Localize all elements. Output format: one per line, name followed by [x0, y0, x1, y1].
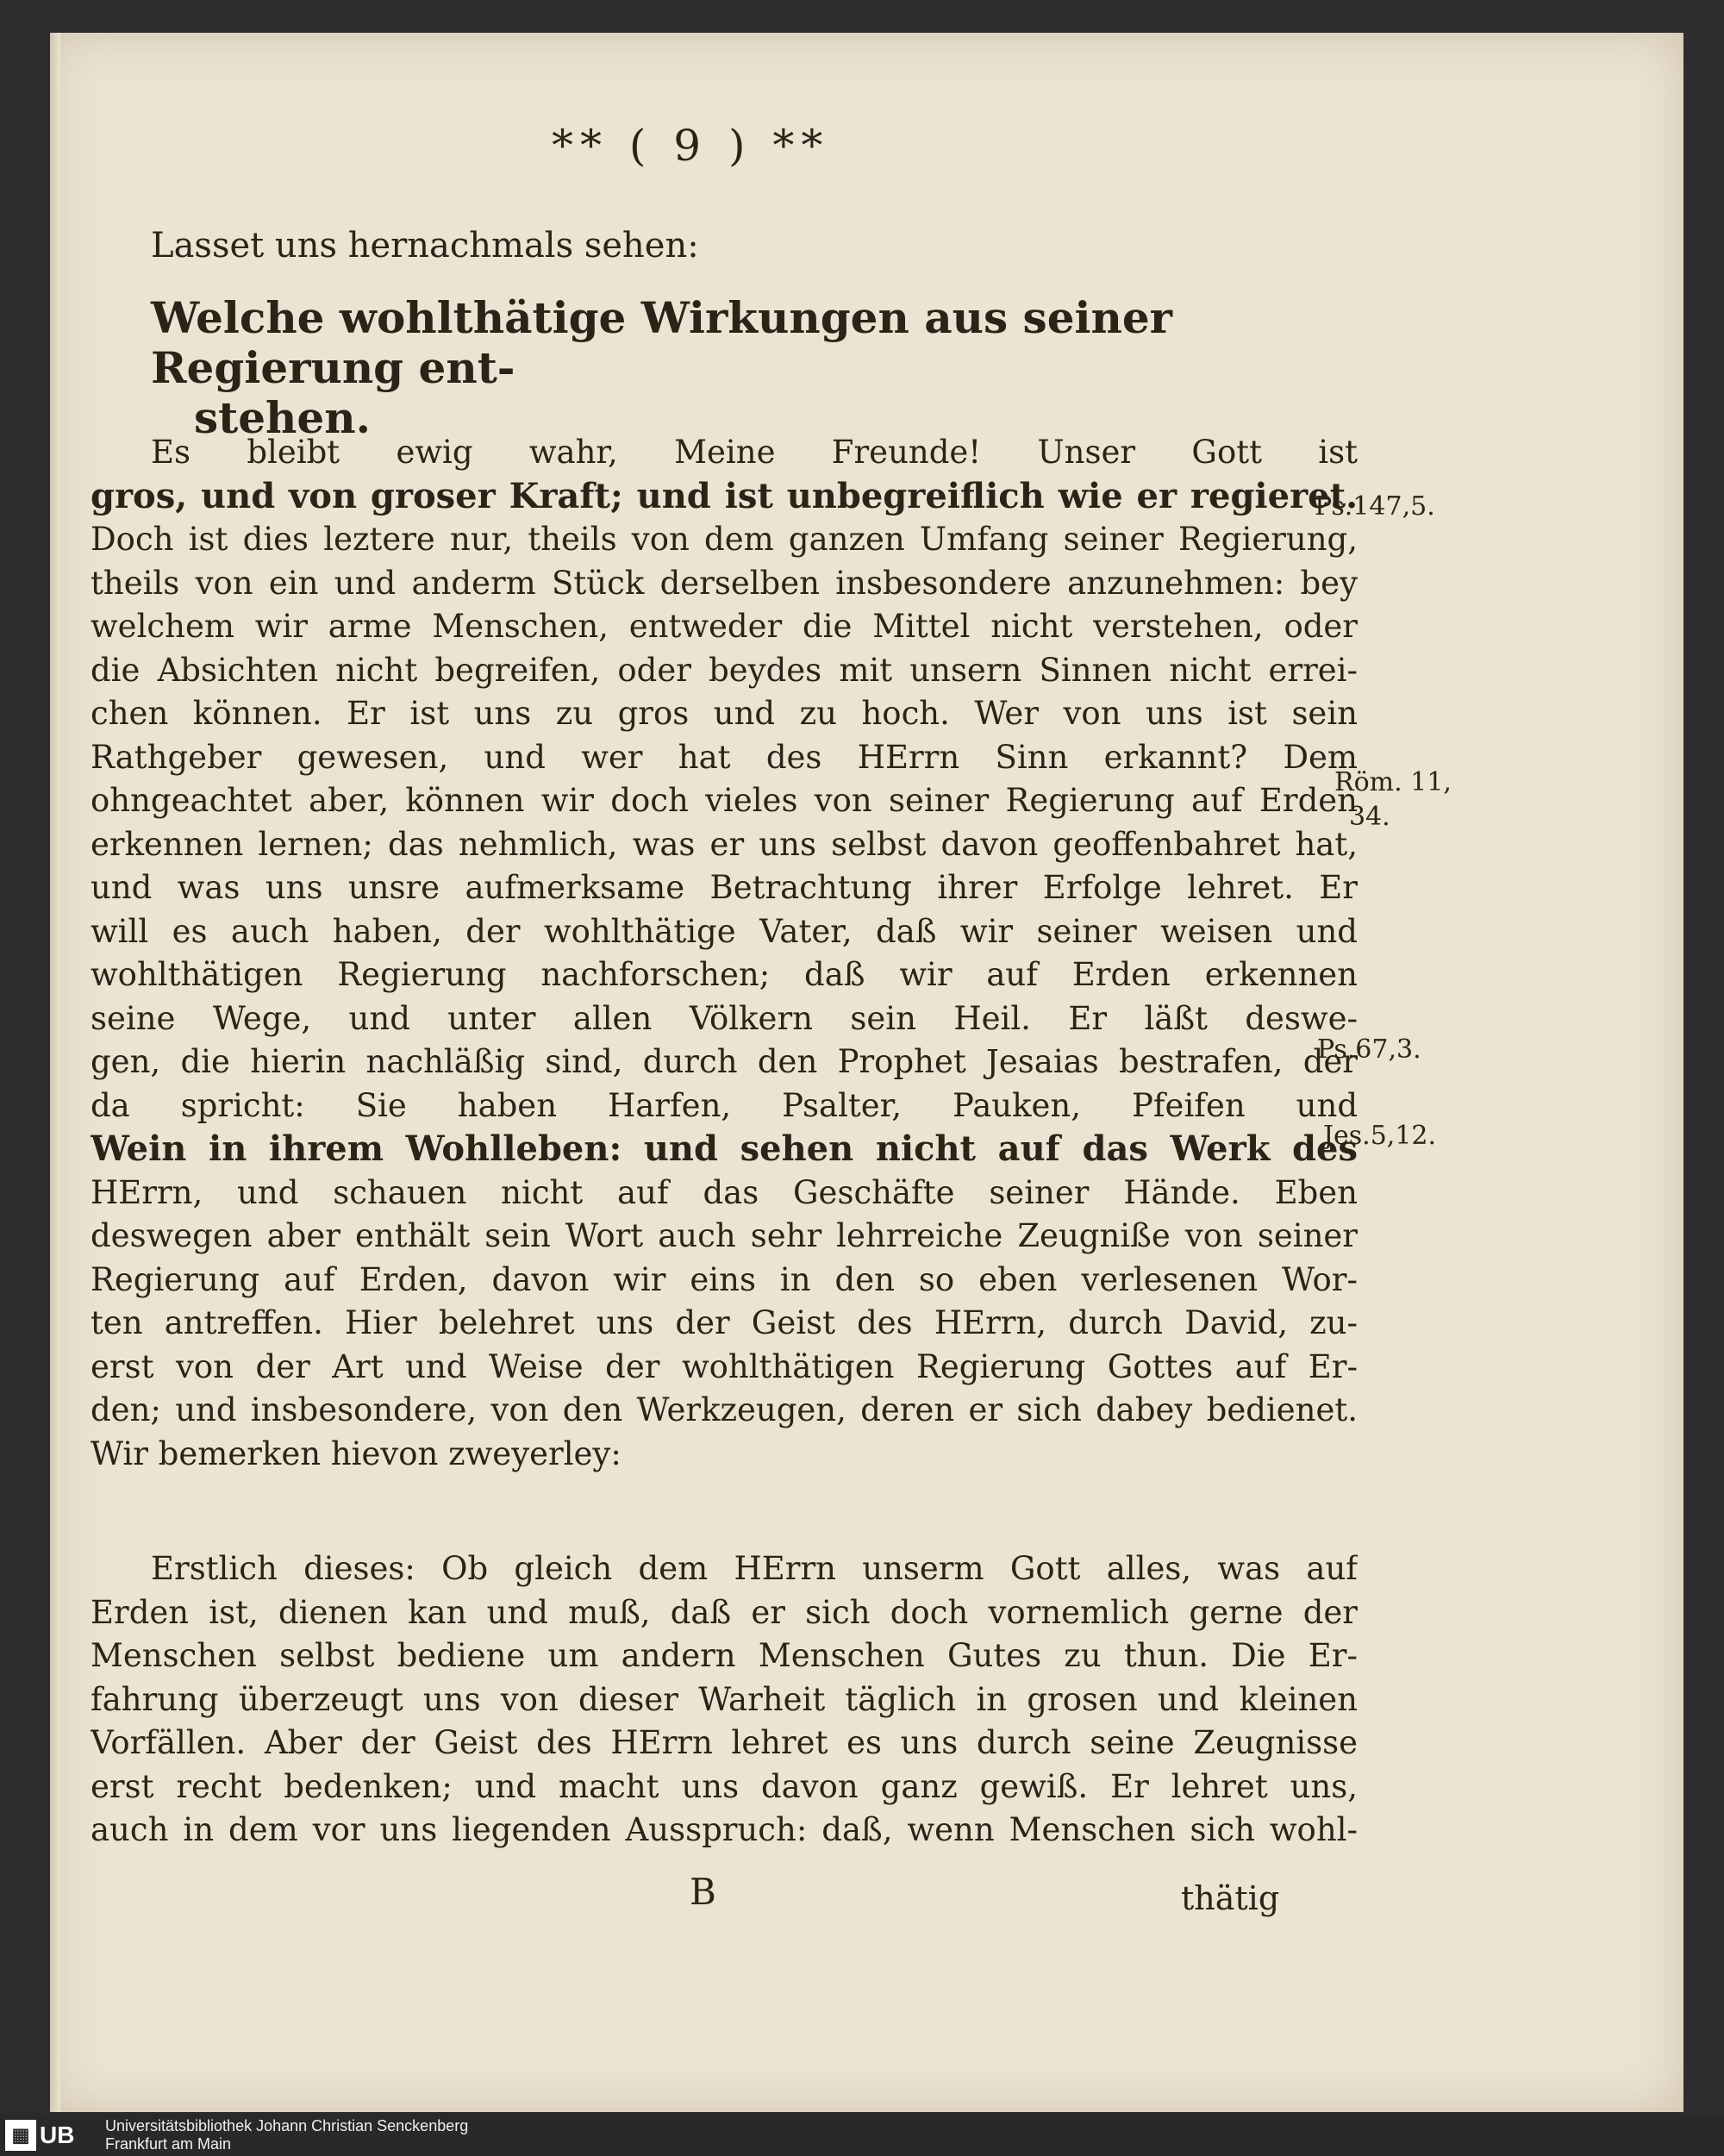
library-logo-icon: ▦ — [5, 2120, 36, 2151]
text-line: deswegen aber enthält sein Wort auch sehr lehrreiche Zeugniße von seiner — [91, 1217, 1358, 1254]
text-line: Doch ist dies leztere nur, theils von dem ganzen Umfang seiner Regierung, — [91, 521, 1358, 558]
margin-note: Röm. 11, — [1334, 767, 1452, 797]
text-line: erst von der Art und Weise der wohlthätigen Regierung Gottes auf Er- — [91, 1347, 1358, 1385]
text-line: ten antreffen. Hier belehret uns der Geist des HErrn, durch David, zu- — [91, 1304, 1358, 1341]
heading-line-1: Welche wohlthätige Wirkungen aus seiner Regierung ent- — [151, 292, 1173, 393]
text-line: ohngeachtet aber, können wir doch vieles von seiner Regierung auf Erden — [91, 782, 1358, 819]
library-footer — [0, 2114, 1724, 2156]
text-line: erkennen lernen; das nehmlich, was er uns selbst davon geoffenbahret hat, — [91, 825, 1358, 863]
margin-note: Jes.5,12. — [1323, 1121, 1437, 1151]
heading-line-2: stehen. — [194, 392, 371, 443]
catchword: thätig — [1181, 1879, 1280, 1917]
text-line: theils von ein und anderm Stück derselben insbesondere anzunehmen: bey — [91, 564, 1358, 602]
text-line: HErrn, und schauen nicht auf das Geschäfte seiner Hände. Eben — [91, 1173, 1358, 1211]
text-line: Erden ist, dienen kan und muß, daß er sich doch vornemlich gerne der — [91, 1593, 1358, 1631]
library-name-line-2: Frankfurt am Main — [105, 2135, 232, 2153]
text-line: Menschen selbst bediene um andern Menschen Gutes zu thun. Die Er- — [91, 1637, 1358, 1674]
text-line: Vorfällen. Aber der Geist des HErrn lehret es uns durch seine Zeugnisse — [91, 1724, 1358, 1761]
page-number: ** ( 9 ) ** — [552, 121, 830, 171]
margin-note: 34. — [1349, 802, 1390, 832]
text-line: wohlthätigen Regierung nachforschen; daß wir auf Erden erkennen — [91, 956, 1358, 993]
text-line: seine Wege, und unter allen Völkern sein Heil. Er läßt deswe- — [91, 999, 1358, 1037]
text-line: gros, und von groser Kraft; und ist unbegreiflich wie er regieret. — [91, 475, 1358, 516]
text-line: Es bleibt ewig wahr, Meine Freunde! Unser Gott ist — [151, 434, 1358, 471]
signature-mark: B — [690, 1871, 716, 1913]
text-line: erst recht bedenken; und macht uns davon ganz gewiß. Er lehret uns, — [91, 1767, 1358, 1805]
text-line: gen, die hierin nachläßig sind, durch den Prophet Jesaias bestrafen, der — [91, 1043, 1358, 1080]
library-name — [105, 2117, 468, 2153]
text-line: da spricht: Sie haben Harfen, Psalter, Pauken, Pfeifen und — [91, 1086, 1358, 1124]
text-line: Wein in ihrem Wohlleben: und sehen nicht auf das Werk des — [91, 1128, 1358, 1169]
text-line: auch in dem vor uns liegenden Ausspruch: daß, wenn Menschen sich wohl- — [91, 1811, 1358, 1848]
text-line: Rathgeber gewesen, und wer hat des HErrn Sinn erkannt? Dem — [91, 738, 1358, 776]
text-line: welchem wir arme Menschen, entweder die Mittel nicht verstehen, oder — [91, 608, 1358, 645]
text-line: will es auch haben, der wohlthätige Vater, daß wir seiner weisen und — [91, 912, 1358, 950]
text-line: und was uns unsre aufmerksame Betrachtung ihrer Erfolge lehret. Er — [91, 869, 1358, 906]
text-line: die Absichten nicht begreifen, oder beydes mit unsern Sinnen nicht errei- — [91, 651, 1358, 689]
library-name-line-1: Universitätsbibliothek Johann Christian Senckenberg — [105, 2117, 469, 2134]
library-logo-text: UB — [40, 2122, 75, 2148]
margin-note: Ps.67,3. — [1317, 1034, 1421, 1065]
text-line: chen können. Er ist uns zu gros und zu hoch. Wer von uns ist sein — [91, 695, 1358, 732]
intro-line: Lasset uns hernachmals sehen: — [151, 226, 699, 266]
margin-note: Ps.147,5. — [1315, 491, 1435, 522]
page-spine-shadow — [50, 33, 60, 2112]
text-line: Regierung auf Erden, davon wir eins in den so eben verlesenen Wor- — [91, 1260, 1358, 1298]
section-heading — [151, 293, 1358, 443]
text-line: den; und insbesondere, von den Werkzeugen, deren er sich dabey bedienet. — [91, 1391, 1358, 1428]
paragraph-2 — [91, 1547, 1358, 1853]
text-line: Erstlich dieses: Ob gleich dem HErrn unserm Gott alles, was auf — [151, 1550, 1358, 1587]
paragraph-1 — [91, 431, 1358, 1476]
text-line: fahrung überzeugt uns von dieser Warheit täglich in grosen und kleinen — [91, 1680, 1358, 1718]
text-line: Wir bemerken hievon zweyerley: — [91, 1434, 622, 1472]
library-logo[interactable] — [5, 2119, 74, 2152]
